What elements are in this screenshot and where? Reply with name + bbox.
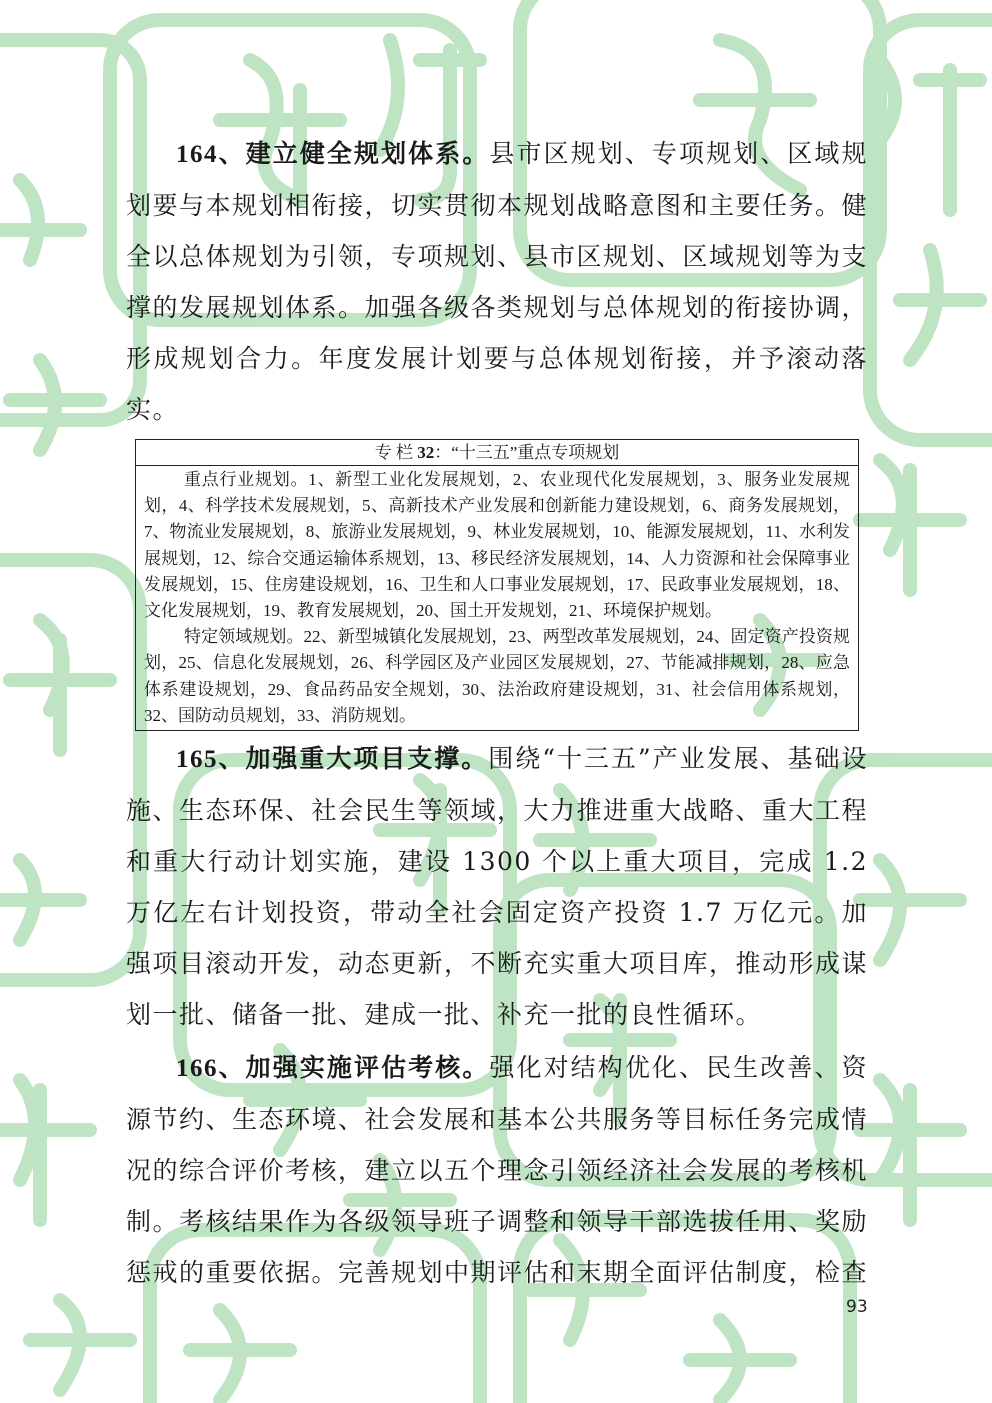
paragraph-165 bbox=[126, 733, 868, 1040]
paragraph-number: 166 bbox=[176, 1055, 218, 1083]
paragraph-number: 164 bbox=[176, 141, 218, 168]
paragraph-body: 县市区规划、专项规划、区域规划要与本规划相衔接，切实贯彻本规划战略意图和主要任务。健全以总体规划为引领，专项规划、县市区规划、区域规划等为支撑的发展规划体系。加强各级各类规划与总体规划的衔接协调，形成规划合力。年度发展计划要与总体规划衔接，并予滚动落实。 bbox=[126, 139, 869, 424]
feature-box-paragraph-industry: 重点行业规划。1、新型工业化发展规划，2、农业现代化发展规划，3、服务业发展规划，4、科学技术发展规划，5、高新技术产业发展和创新能力建设规划，6、商务发展规划，7、物流业发展规划，8、旅游业发展规划，9、林业发展规划，10、能源发展规划，11、水利发展规划，12、综合交通运输体系规划，13、移民经济发展规划，14、人力资源和社会保障事业发展规划，15、住房建设规划，16、卫生和人口事业发展规划，17、民政事业发展规划，18、文化发展规划，19、教育发展规划，20、国土开发规划，21、环境保护规划。 bbox=[144, 470, 850, 621]
feature-box-title-number: 32 bbox=[417, 443, 435, 462]
paragraph-number: 165 bbox=[176, 746, 218, 774]
feature-box-title-text: ：“十三五”重点专项规划 bbox=[434, 443, 620, 462]
paragraph-166 bbox=[126, 1042, 868, 1298]
feature-box-title-prefix: 专 栏 bbox=[374, 443, 418, 462]
paragraph-body: 围绕“十三五”产业发展、基础设施、生态环保、社会民生等领域，大力推进重大战略、重大工程和重大行动计划实施，建设 1300 个以上重大项目，完成 1.2 万亿左右计划投资，带动全社会固定资产投资 1.7 万亿元。加强项目滚动开发，动态更新，不断充实重大项目库，推动形成谋划一批、储备一批、建成一批、补充一批的良性循环。 bbox=[126, 744, 869, 1030]
page-number: 93 bbox=[846, 1297, 868, 1317]
paragraph-lead: 、加强实施评估考核。 bbox=[218, 1053, 490, 1083]
paragraph-body: 强化对结构优化、民生改善、资源节约、生态环境、社会发展和基本公共服务等目标任务完成情况的综合评价考核，建立以五个理念引领经济社会发展的考核机制。考核结果作为各级领导班子调整和领导干部选拔任用、奖励惩戒的重要依据。完善规划中期评估和末期全面评估制度，检查 bbox=[126, 1053, 869, 1288]
feature-box bbox=[135, 439, 859, 731]
document-content bbox=[126, 128, 868, 1298]
feature-box-body bbox=[136, 466, 858, 730]
feature-box-paragraph-special: 特定领域规划。22、新型城镇化发展规划，23、两型改革发展规划，24、固定资产投资规划，25、信息化发展规划，26、科学园区及产业园区发展规划，27、节能减排规划，28、应急体系建设规划，29、食品药品安全规划，30、法治政府建设规划，31、社会信用体系规划，32、国防动员规划，33、消防规划。 bbox=[144, 627, 850, 725]
paragraph-lead: 、加强重大项目支撑。 bbox=[218, 744, 489, 774]
paragraph-lead: 、建立健全规划体系。 bbox=[218, 139, 490, 168]
feature-box-title bbox=[136, 440, 858, 466]
paragraph-164 bbox=[126, 128, 868, 435]
